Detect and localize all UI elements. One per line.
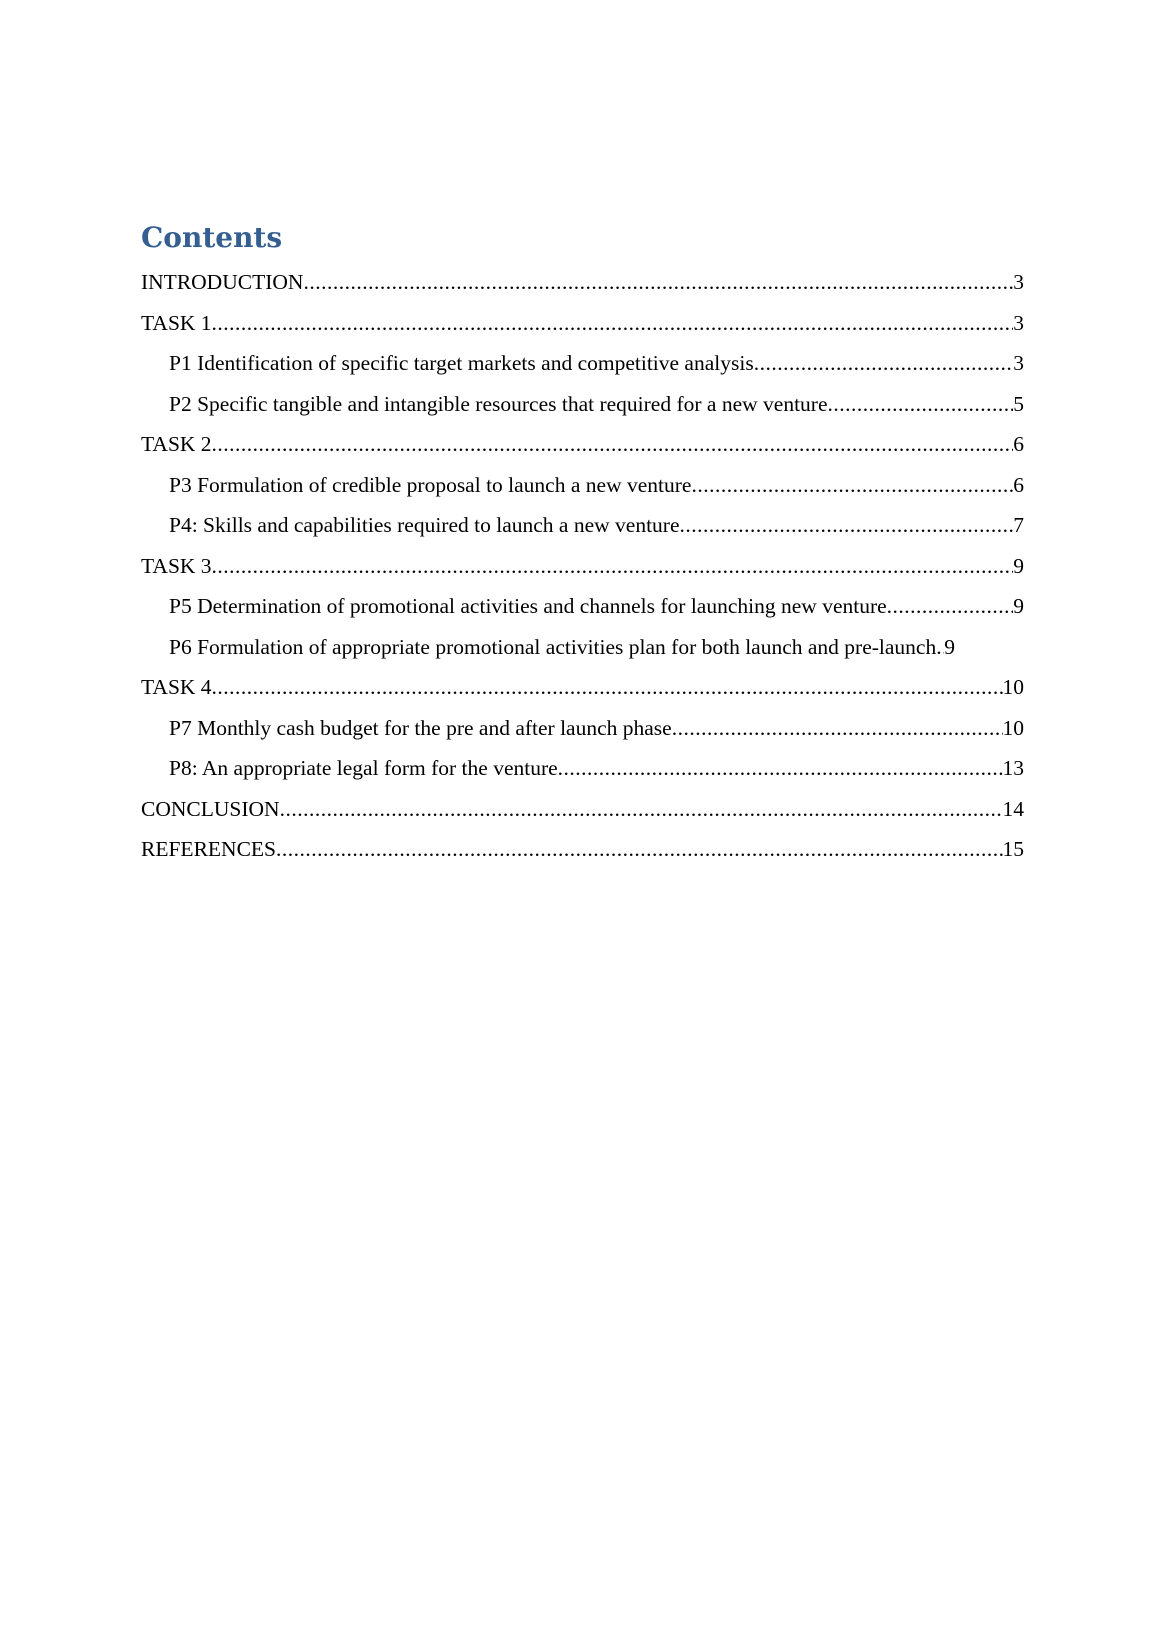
toc-entry-page-number: 5 (1013, 391, 1024, 416)
toc-entry-label: TASK 3 (141, 553, 212, 578)
toc-entry-page-number: 10 (1002, 715, 1024, 740)
toc-entry-page-number: 13 (1002, 756, 1024, 780)
toc-entry-task-3[interactable] (141, 546, 1024, 587)
toc-entry-task-4[interactable] (141, 667, 1024, 708)
toc-entry-p7[interactable] (141, 708, 1024, 749)
toc-dot-leader (680, 505, 1014, 546)
toc-dot-leader (691, 465, 1013, 506)
toc-entry-label: TASK 2 (141, 432, 212, 456)
toc-entry-p8[interactable] (141, 748, 1024, 789)
toc-dot-leader (887, 586, 1014, 627)
toc-entry-label: REFERENCES (141, 837, 276, 861)
toc-entry-label: P2 Specific tangible and intangible resources that required for a new venture (169, 391, 828, 416)
toc-list (141, 262, 1024, 870)
toc-entry-introduction[interactable] (141, 262, 1024, 303)
toc-entry-task-1[interactable] (141, 303, 1024, 344)
toc-entry-label: P6 Formulation of appropriate promotional activities plan for both launch and pre-launch (169, 634, 937, 659)
toc-entry-page-number: 3 (1013, 351, 1024, 375)
toc-dot-leader (303, 262, 1013, 303)
toc-entry-label: P5 Determination of promotional activities and channels for launching new venture (169, 594, 887, 618)
toc-entry-p5[interactable] (141, 586, 1024, 627)
toc-entry-page-number: 10 (1002, 675, 1024, 699)
toc-dot-leader (558, 748, 1003, 789)
toc-entry-p6[interactable] (141, 627, 1024, 668)
toc-entry-page-number: 6 (1013, 472, 1024, 497)
table-of-contents (141, 214, 1024, 870)
toc-entry-task-2[interactable] (141, 424, 1024, 465)
toc-entry-p4[interactable] (141, 505, 1024, 546)
toc-entry-p2[interactable] (141, 384, 1024, 425)
toc-entry-label: TASK 4 (141, 675, 212, 699)
toc-entry-p1[interactable] (141, 343, 1024, 384)
toc-entry-page-number: 9 (1013, 594, 1024, 618)
toc-dot-leader (936, 627, 944, 668)
toc-entry-page-number: 9 (944, 634, 955, 659)
toc-dot-leader (212, 424, 1014, 465)
toc-entry-label: CONCLUSION (141, 796, 280, 821)
toc-entry-page-number: 14 (1002, 796, 1024, 821)
toc-entry-label: P8: An appropriate legal form for the venture (169, 756, 558, 780)
toc-entry-page-number: 9 (1013, 553, 1024, 578)
toc-dot-leader (276, 829, 1003, 870)
toc-dot-leader (754, 343, 1014, 384)
toc-entry-conclusion[interactable] (141, 789, 1024, 830)
toc-entry-page-number: 6 (1013, 432, 1024, 456)
toc-dot-leader (672, 708, 1003, 749)
toc-entry-label: INTRODUCTION (141, 270, 304, 294)
toc-entry-references[interactable] (141, 829, 1024, 870)
toc-entry-label: P7 Monthly cash budget for the pre and after launch phase (169, 715, 672, 740)
toc-entry-label: P3 Formulation of credible proposal to launch a new venture (169, 472, 692, 497)
toc-entry-page-number: 3 (1013, 310, 1024, 335)
toc-entry-label: P4: Skills and capabilities required to launch a new venture (169, 513, 680, 537)
toc-dot-leader (212, 667, 1003, 708)
toc-dot-leader (280, 789, 1003, 830)
toc-dot-leader (212, 303, 1014, 344)
toc-dot-leader (212, 546, 1014, 587)
toc-entry-label: TASK 1 (141, 310, 212, 335)
toc-entry-p3[interactable] (141, 465, 1024, 506)
toc-entry-page-number: 15 (1002, 837, 1024, 861)
toc-entry-page-number: 7 (1013, 513, 1024, 537)
toc-dot-leader (828, 384, 1014, 425)
toc-entry-page-number: 3 (1013, 270, 1024, 294)
toc-heading: Contents (141, 221, 283, 254)
toc-entry-label: P1 Identification of specific target markets and competitive analysis (169, 351, 754, 375)
